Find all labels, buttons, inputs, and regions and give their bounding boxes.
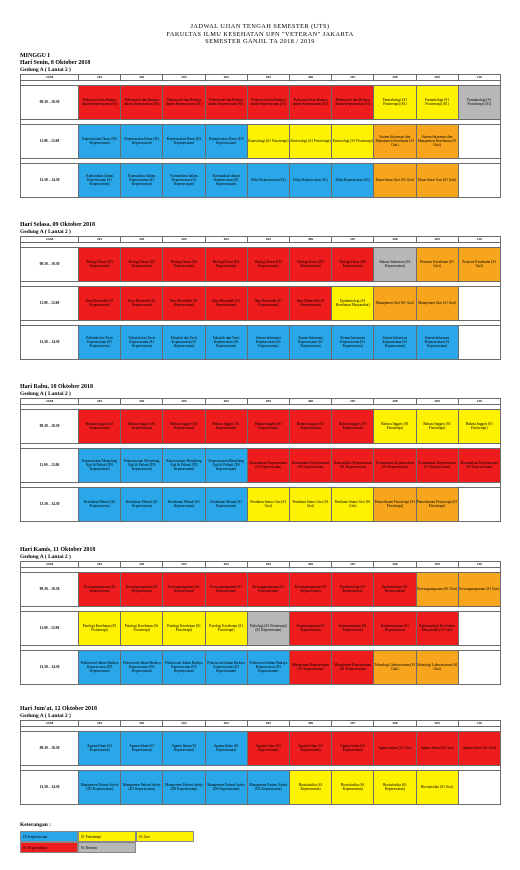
exam-cell: Komunikasi Keperawatan (S1 Keperawatan)	[289, 448, 331, 482]
room-header: 207	[332, 561, 374, 567]
legend-title: Keterangan :	[20, 822, 52, 828]
exam-cell: Kewarganegaraan (S1 Keperawatan)	[247, 572, 289, 606]
table-row	[21, 85, 501, 119]
exam-cell: Psikososial dan Budaya dalam Keperawatan (S1)	[289, 85, 331, 119]
room-header: 203	[163, 74, 205, 80]
exam-cell: Patologi Kesehatan (S1 Fisioterapi)	[121, 611, 163, 645]
exam-cell: Keperawatan Menjelang Ajal & Paliatif (D3 Keperawatan)	[163, 448, 205, 482]
room-header: 209	[416, 236, 458, 242]
exam-cell: Kepemimpinan (S1 Keperawatan)	[374, 611, 416, 645]
exam-cell: Biostatistika (S1 Gizi)	[416, 770, 458, 804]
table-row	[21, 650, 501, 684]
exam-cell: Sistem Informasi Keperawatan (S1 Keperawatan)	[247, 325, 289, 359]
exam-cell: Manajemen Patient Safety (D3 Keperawatan)	[205, 770, 247, 804]
room-header: 208	[374, 74, 416, 80]
exam-cell: Promosi Kesehatan (S1 Gizi)	[416, 247, 458, 281]
schedule-table	[20, 561, 500, 685]
exam-cell: Sistem Informasi dan Manajemen Kesehatan (S1 Gizi)	[416, 124, 458, 158]
exam-cell: Manajemen Patient Safety (D3 Keperawatan)	[163, 770, 205, 804]
room-header: 204	[205, 398, 247, 404]
exam-cell: Biostatistika (S1 Keperawatan)	[289, 770, 331, 804]
table-row	[21, 611, 501, 645]
room-header: 202	[121, 398, 163, 404]
day-section-5	[20, 706, 500, 805]
exam-cell: Bahasa Indonesia (S1 Keperawatan)	[374, 247, 416, 281]
room-header: 208	[374, 720, 416, 726]
exam-cell	[458, 124, 500, 158]
exam-cell: Epidemiologi (S1 Keperawatan)	[332, 572, 374, 606]
day-title: Hari Rabu, 10 Oktober 2018	[20, 384, 94, 390]
exam-cell: Kesehatan Mental (S1 Keperawatan)	[163, 487, 205, 521]
exam-cell: Kesehatan Mental (S1 Keperawatan)	[79, 487, 121, 521]
time-column-header: JAM	[21, 236, 79, 242]
room-header: 203	[163, 398, 205, 404]
exam-cell: Bahasa Inggris (S1 Fisioterapi)	[458, 409, 500, 443]
table-row	[21, 487, 501, 521]
document-header	[0, 23, 520, 46]
exam-cell: Ilmu Biomedik (S1 Keperawatan)	[289, 286, 331, 320]
exam-cell: Kewarganegaraan (S1 Keperawatan)	[163, 572, 205, 606]
exam-cell: Dasar-dasar Gizi (S1 Gizi)	[374, 163, 416, 197]
exam-cell: Teknologi Laboratorium (S1 Gizi)	[416, 650, 458, 684]
header-semester: SEMESTER GANJIL TA 2018 / 2019	[205, 38, 315, 46]
exam-cell: Komunikasi Keperawatan (S1 Keperawatan)	[416, 448, 458, 482]
day-title: Hari Jum'at, 12 Oktober 2018	[20, 706, 98, 712]
legend-grid	[20, 831, 220, 853]
exam-cell: Falsafah dan Teori Keperawatan (S1 Keperawatan)	[79, 325, 121, 359]
exam-cell: Dasar-dasar Gizi (S1 Gizi)	[416, 163, 458, 197]
time-slot: 11.00 – 12.00	[21, 124, 79, 158]
exam-cell: Agama Islam (S1 Keperawatan)	[79, 731, 121, 765]
exam-cell: Komunikasi dalam Keperawatan (S1 Keperawatan)	[205, 163, 247, 197]
exam-cell: Komunikasi Keperawatan (S1 Keperawatan)	[332, 448, 374, 482]
day-section-2	[20, 222, 500, 360]
header-title: JADWAL UJIAN TENGAH SEMESTER (UTS)	[190, 23, 330, 30]
room-header: 206	[289, 74, 331, 80]
exam-cell: Sistem Informasi dan Manajemen Kesehatan (S1 Gizi)	[374, 124, 416, 158]
room-header: 207	[332, 720, 374, 726]
room-header: 204	[205, 74, 247, 80]
exam-cell: Etika Keperawatan (S1)	[247, 163, 289, 197]
room-header: 207	[332, 398, 374, 404]
room-header: 205	[247, 236, 289, 242]
exam-cell: Psikososial dan Budaya dalam Keperawatan (S1)	[205, 85, 247, 119]
exam-cell: Kepemimpinan (S1 Keperawatan)	[332, 611, 374, 645]
exam-cell: Psikososial dalam Budaya Keperawatan (D3 Keperawatan)	[79, 650, 121, 684]
exam-cell: Kewarganegaraan (S1 Keperawatan)	[121, 572, 163, 606]
exam-cell: Penilaian Status Gizi (S1 Gizi)	[247, 487, 289, 521]
exam-cell: Komunikasi Keperawatan (S1 Keperawatan)	[374, 448, 416, 482]
exam-cell: Sistem Informasi Keperawatan (S1 Keperawatan)	[374, 325, 416, 359]
time-slot: 11.00 – 12.00	[21, 448, 79, 482]
time-column-header: JAM	[21, 561, 79, 567]
exam-cell: Psikososial dan Budaya dalam Keperawatan (S1)	[163, 85, 205, 119]
room-header: 208	[374, 236, 416, 242]
exam-cell: Sistem Informasi Keperawatan (S1 Keperawatan)	[416, 325, 458, 359]
exam-cell: Komunikasi Keperawatan (S1 Keperawatan)	[247, 448, 289, 482]
exam-cell: Farmakologi (S1 Fisioterapi) (S1)	[374, 85, 416, 119]
building-label: Gedung A ( Lantai 2 )	[20, 67, 71, 73]
exam-cell	[458, 325, 500, 359]
exam-cell: Psikososial dalam Budaya Keperawatan (D3 Keperawatan)	[163, 650, 205, 684]
day-title: Hari Kamis, 11 Oktober 2018	[20, 547, 96, 553]
schedule-table	[20, 398, 500, 522]
exam-cell: Agama Islam (S1 Gizi)	[374, 731, 416, 765]
time-slot: 13.30 – 14.30	[21, 770, 79, 804]
exam-cell: Komunikasi dalam Keperawatan (S1 Keperawatan)	[121, 163, 163, 197]
room-header: 206	[289, 398, 331, 404]
time-slot: 11.00 – 12.00	[21, 611, 79, 645]
exam-cell	[458, 286, 500, 320]
room-header: 207	[332, 236, 374, 242]
exam-cell: Manajemen Gizi (S1 Gizi)	[416, 286, 458, 320]
room-header: 206	[289, 720, 331, 726]
schedule-grid	[20, 74, 501, 198]
exam-cell: Agama Islam (S1 Keperawatan)	[289, 731, 331, 765]
table-row	[21, 731, 501, 765]
time-column-header: JAM	[21, 74, 79, 80]
exam-cell: Manajemen Keperawatan (S1 Keperawatan)	[289, 650, 331, 684]
exam-cell: Falsafah dan Teori Keperawatan (S1 Keperawatan)	[163, 325, 205, 359]
day-section-1	[20, 53, 500, 198]
room-header: 201	[79, 561, 121, 567]
exam-cell: Ilmu Biomedik (S1 Keperawatan)	[79, 286, 121, 320]
exam-cell: Psikososial dalam Budaya Keperawatan (D3 Keperawatan)	[205, 650, 247, 684]
exam-cell: Manajemen Keperawatan (S1 Keperawatan)	[332, 650, 374, 684]
exam-cell: Agama Islam (S1 Keperawatan)	[163, 731, 205, 765]
exam-cell: Epidemiologi Kesehatan Masyarakat (S1 Gizi)	[416, 611, 458, 645]
room-header: 203	[163, 720, 205, 726]
exam-cell: Kewarganegaraan (S1 Gizi)	[416, 572, 458, 606]
exam-cell: Falsafah dan Teori Keperawatan (S1 Keperawatan)	[121, 325, 163, 359]
exam-cell: Patologi Kesehatan (S1 Fisioterapi)	[163, 611, 205, 645]
exam-cell: Sistem Informasi Keperawatan (S1 Keperawatan)	[332, 325, 374, 359]
exam-cell: Pemeriksaan Fisioterapi (S1 Fisioterapi)	[416, 487, 458, 521]
exam-cell: Keperawatan Menjelang Ajal & Paliatif (D3 Keperawatan)	[79, 448, 121, 482]
day-title: Hari Senin, 8 Oktober 2018	[20, 60, 91, 66]
exam-cell: Biostatistika (S1 Keperawatan)	[374, 770, 416, 804]
time-column-header: JAM	[21, 398, 79, 404]
exam-cell: Keperawatan Dasar (D3 Keperawatan)	[121, 124, 163, 158]
day-title: Hari Selasa, 09 Oktober 2018	[20, 222, 96, 228]
exam-cell: Agama Islam (S1 Keperawatan)	[121, 731, 163, 765]
room-header: 210	[458, 561, 500, 567]
exam-cell: Biologi Dasar (D3 Keperawatan)	[121, 247, 163, 281]
exam-cell: Keperawatan Dasar (D3 Keperawatan)	[163, 124, 205, 158]
room-header: 203	[163, 561, 205, 567]
exam-cell: Penilaian Status Gizi (S1 Gizi)	[289, 487, 331, 521]
exam-cell	[458, 650, 500, 684]
schedule-grid	[20, 561, 501, 685]
room-header: 210	[458, 398, 500, 404]
room-header: 206	[289, 561, 331, 567]
exam-cell: Patologi Kesehatan (S1 Fisioterapi)	[205, 611, 247, 645]
exam-cell: Pemeriksaan Fisioterapi (S1 Fisioterapi)	[374, 487, 416, 521]
room-header: 202	[121, 720, 163, 726]
exam-cell: Komunikasi Keperawatan (S1 Keperawatan)	[458, 448, 500, 482]
room-header: 201	[79, 74, 121, 80]
time-slot: 09.30 – 10.30	[21, 572, 79, 606]
exam-cell	[458, 770, 500, 804]
exam-cell: Farmakologi (S1 Fisioterapi) (S1)	[416, 85, 458, 119]
exam-cell: Kewarganegaraan (S1 Gizi)	[458, 572, 500, 606]
time-slot: 13.30 – 14.30	[21, 163, 79, 197]
exam-cell: Bahasa Inggris (S1 Keperawatan)	[289, 409, 331, 443]
room-header: 210	[458, 236, 500, 242]
week-label: MINGGU I	[20, 53, 50, 59]
exam-cell: Psikologi (S1 Fisioterapi) (S1 Keperawatan)	[247, 611, 289, 645]
building-label: Gedung A ( Lantai 2 )	[20, 713, 71, 719]
exam-cell: Epidemiologi (S1 Keperawatan)	[374, 572, 416, 606]
exam-cell: Bahasa Inggris (S1 Keperawatan)	[247, 409, 289, 443]
exam-cell: Agama Islam (S1 Keperawatan)	[205, 731, 247, 765]
room-header: 207	[332, 74, 374, 80]
exam-cell: Etika Keperawatan (S1)	[289, 163, 331, 197]
room-header: 201	[79, 720, 121, 726]
exam-cell: Komunikasi dalam Keperawatan (S1 Keperawatan)	[79, 163, 121, 197]
room-header: 206	[289, 236, 331, 242]
schedule-table	[20, 236, 500, 360]
exam-cell: Biologi Dasar (D3 Keperawatan)	[289, 247, 331, 281]
exam-cell: Bahasa Inggris (S1 Keperawatan)	[121, 409, 163, 443]
schedule-grid	[20, 236, 501, 360]
room-header: 205	[247, 561, 289, 567]
room-header: 209	[416, 398, 458, 404]
exam-cell: Biologi Dasar (D3 Keperawatan)	[332, 247, 374, 281]
table-row	[21, 448, 501, 482]
exam-cell	[458, 163, 500, 197]
exam-cell: Bahasa Inggris (S1 Fisioterapi)	[416, 409, 458, 443]
exam-cell: Teknologi Laboratorium (S1 Gizi)	[374, 650, 416, 684]
exam-cell: Promosi Kesehatan (S1 Gizi)	[458, 247, 500, 281]
exam-cell: Keperawatan Dasar (D3 Keperawatan)	[205, 124, 247, 158]
exam-cell: Manajemen Patient Safety (D3 Keperawatan)	[247, 770, 289, 804]
table-row	[21, 572, 501, 606]
legend-item: D3 Keperawatan	[20, 831, 78, 842]
table-row	[21, 770, 501, 804]
exam-cell: Sistem Informasi Keperawatan (S1 Keperawatan)	[289, 325, 331, 359]
legend-item: S1 Gizi	[136, 831, 194, 842]
exam-cell: Ilmu Biomedik (S1 Keperawatan)	[121, 286, 163, 320]
room-header: 205	[247, 720, 289, 726]
time-slot: 09.30 – 10.30	[21, 731, 79, 765]
room-header: 209	[416, 720, 458, 726]
exam-cell: Patologi Kesehatan (S1 Fisioterapi)	[79, 611, 121, 645]
exam-cell: Keperawatan Menjelang Ajal & Paliatif (D3 Keperawatan)	[205, 448, 247, 482]
table-row	[21, 325, 501, 359]
time-slot: 09.30 – 10.30	[21, 85, 79, 119]
exam-cell: Kinesiologi (S1 Fisioterapi)	[247, 124, 289, 158]
exam-cell: Psikososial dan Budaya dalam Keperawatan (S1)	[79, 85, 121, 119]
exam-cell: Falsafah dan Teori Keperawatan (S1 Keperawatan)	[205, 325, 247, 359]
legend	[20, 822, 220, 853]
table-row	[21, 286, 501, 320]
exam-cell: Kinesiologi (S1 Fisioterapi)	[332, 124, 374, 158]
schedule-table	[20, 74, 500, 198]
exam-cell: Manajemen Patient Safety (D3 Keperawatan)	[121, 770, 163, 804]
schedule-table	[20, 720, 500, 805]
exam-cell: Farmakologi (S1 Fisioterapi) (S1)	[458, 85, 500, 119]
exam-cell: Psikososial dalam Budaya Keperawatan (D3 Keperawatan)	[121, 650, 163, 684]
time-slot: 11.00 – 12.00	[21, 286, 79, 320]
exam-cell: Kewarganegaraan (S1 Keperawatan)	[79, 572, 121, 606]
exam-cell: Ilmu Biomedik (S1 Keperawatan)	[247, 286, 289, 320]
room-header: 210	[458, 74, 500, 80]
time-slot: 13.30 – 14.30	[21, 325, 79, 359]
exam-cell	[458, 487, 500, 521]
room-header: 208	[374, 398, 416, 404]
exam-cell: Psikososial dan Budaya dalam Keperawatan (S1)	[247, 85, 289, 119]
exam-cell: Kinesiologi (S1 Fisioterapi)	[289, 124, 331, 158]
exam-cell: Biostatistika (S1 Keperawatan)	[332, 770, 374, 804]
building-label: Gedung A ( Lantai 2 )	[20, 391, 71, 397]
exam-cell: Biologi Dasar (D3 Keperawatan)	[247, 247, 289, 281]
table-row	[21, 409, 501, 443]
room-header: 202	[121, 561, 163, 567]
room-header: 208	[374, 561, 416, 567]
room-header: 201	[79, 236, 121, 242]
exam-cell: Biologi Dasar (D3 Keperawatan)	[79, 247, 121, 281]
exam-cell: Keperawatan Dasar (D3 Keperawatan)	[79, 124, 121, 158]
exam-cell: Kewarganegaraan (S1 Keperawatan)	[205, 572, 247, 606]
table-row	[21, 247, 501, 281]
exam-cell: Ilmu Biomedik (S1 Keperawatan)	[163, 286, 205, 320]
day-section-3	[20, 384, 500, 522]
table-row	[21, 124, 501, 158]
exam-cell: Agama Islam (S1 Gizi)	[458, 731, 500, 765]
building-label: Gedung A ( Lantai 2 )	[20, 554, 71, 560]
exam-cell: Ilmu Biomedik (S1 Keperawatan)	[205, 286, 247, 320]
exam-cell: Psikososial dalam Budaya Keperawatan (D3 Keperawatan)	[247, 650, 289, 684]
legend-item: S1 Kesmas	[78, 842, 136, 853]
time-slot: 09.30 – 10.30	[21, 409, 79, 443]
room-header: 209	[416, 74, 458, 80]
exam-cell: Bahasa Inggris (S1 Keperawatan)	[205, 409, 247, 443]
legend-item: S1 Fisioterapi	[78, 831, 136, 842]
exam-cell: Bahasa Inggris (S1 Keperawatan)	[163, 409, 205, 443]
day-section-4	[20, 547, 500, 685]
room-header: 202	[121, 236, 163, 242]
exam-cell: Bahasa Inggris (S1 Keperawatan)	[332, 409, 374, 443]
exam-cell: Agama Islam (S1 Keperawatan)	[332, 731, 374, 765]
exam-cell: Psikososial dan Budaya dalam Keperawatan (S1)	[121, 85, 163, 119]
exam-cell: Keperawatan Menjelang Ajal & Paliatif (D3 Keperawatan)	[121, 448, 163, 482]
building-label: Gedung A ( Lantai 2 )	[20, 229, 71, 235]
schedule-grid	[20, 720, 501, 805]
room-header: 210	[458, 720, 500, 726]
room-header: 205	[247, 74, 289, 80]
header-faculty: FAKULTAS ILMU KESEHATAN UPN "VETERAN" JAKARTA	[166, 30, 354, 38]
room-header: 204	[205, 720, 247, 726]
exam-cell: Biologi Dasar (D3 Keperawatan)	[205, 247, 247, 281]
room-header: 204	[205, 561, 247, 567]
exam-cell: Kepemimpinan (S1 Keperawatan)	[289, 611, 331, 645]
room-header: 203	[163, 236, 205, 242]
room-header: 201	[79, 398, 121, 404]
exam-cell: Agama Islam (S1 Gizi)	[416, 731, 458, 765]
exam-cell: Manajemen Gizi (S1 Gizi)	[374, 286, 416, 320]
exam-cell: Agama Islam (S1 Keperawatan)	[247, 731, 289, 765]
exam-cell: Bahasa Inggris (S1 Keperawatan)	[79, 409, 121, 443]
room-header: 205	[247, 398, 289, 404]
time-slot: 09.30 – 10.30	[21, 247, 79, 281]
time-column-header: JAM	[21, 720, 79, 726]
room-header: 209	[416, 561, 458, 567]
exam-cell: Epidemiologi (S1 Kesehatan Masyarakat)	[332, 286, 374, 320]
exam-cell: Biologi Dasar (D3 Keperawatan)	[163, 247, 205, 281]
exam-cell: Penilaian Status Gizi (S1 Gizi)	[332, 487, 374, 521]
schedule-grid	[20, 398, 501, 522]
exam-cell: Kesehatan Mental (S1 Keperawatan)	[205, 487, 247, 521]
time-slot: 13.30 – 14.30	[21, 487, 79, 521]
exam-cell: Psikososial dan Budaya dalam Keperawatan (S1)	[332, 85, 374, 119]
table-row	[21, 163, 501, 197]
time-slot: 13.30 – 14.30	[21, 650, 79, 684]
exam-cell: Kewarganegaraan (S1 Keperawatan)	[289, 572, 331, 606]
legend-item: S1 Keperawatan	[20, 842, 78, 853]
exam-cell	[458, 611, 500, 645]
exam-cell: Bahasa Inggris (S1 Fisioterapi)	[374, 409, 416, 443]
exam-cell: Kesehatan Mental (S1 Keperawatan)	[121, 487, 163, 521]
room-header: 202	[121, 74, 163, 80]
exam-cell: Komunikasi dalam Keperawatan (S1 Keperawatan)	[163, 163, 205, 197]
exam-cell: Manajemen Patient Safety (D3 Keperawatan)	[79, 770, 121, 804]
room-header: 204	[205, 236, 247, 242]
exam-cell: Etika Keperawatan (S1)	[332, 163, 374, 197]
